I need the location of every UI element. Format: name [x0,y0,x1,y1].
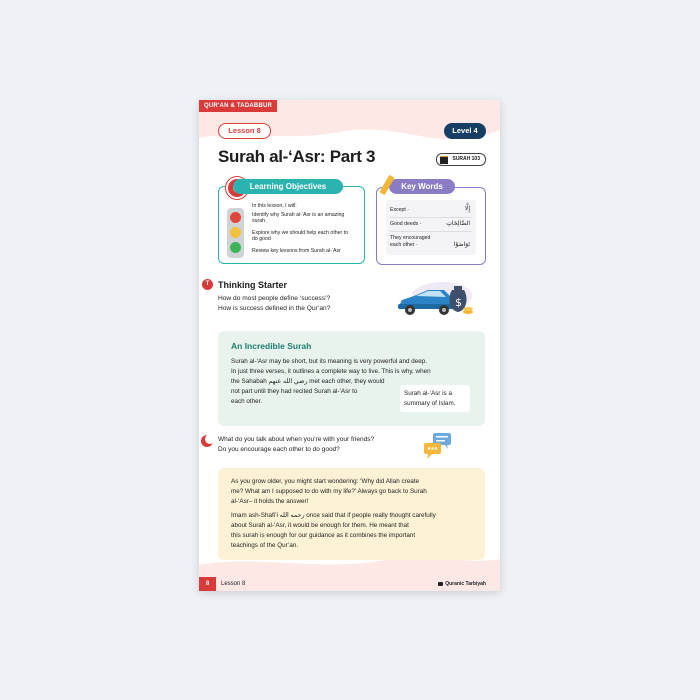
footer-brand [438,581,486,587]
body-line: not part until they had recited Surah al-‘Asr to [231,388,358,395]
thinking-question: How is success defined in the Qur’an? [218,305,331,312]
car-money-illustration [394,276,474,318]
worksheet-page [199,100,500,591]
green-light [230,242,241,253]
discussion-question: Do you encourage each other to do good? [218,446,340,453]
surah-badge [436,153,486,166]
discussion-icon [201,435,213,447]
keyword-arabic: إِلَّا [464,205,470,212]
summary-line: summary of Islam. [404,400,456,407]
key-words-list [386,200,476,255]
keyword-english: They encouraged each other · [390,235,431,248]
reflection-line: about Surah al-‘Asr, it would be enough for them. He meant that [231,522,409,529]
page-number: 8 [199,577,216,591]
incredible-surah-title: An Incredible Surah [231,341,312,351]
objective-item: Identify why Surah al-‘Asr is an amazing surah [252,212,345,225]
divider [390,231,472,232]
summary-line: Surah al-‘Asr is a [404,390,452,397]
body-line: each other. [231,398,263,405]
keyword-arabic: الصَّالِحَاتِ [446,220,470,227]
body-line: the Sahabah رضي الله عنهم met each other, they would [231,378,385,385]
reflection-line: me? What am I supposed to do with my life?’ Always go back to Surah [231,488,427,495]
discussion-question: What do you talk about when you’re with your friends? [218,436,375,443]
lesson-pill: Lesson 8 [218,123,271,139]
reflection-line: this surah is enough for our guidance as it combines the important [231,532,416,539]
page-title: Surah al-‘Asr: Part 3 [218,147,376,166]
keyword-arabic: تَوَاصَوْا [453,241,470,248]
traffic-light-icon [227,208,244,258]
section-tag: QUR'AN & TADABBUR [199,100,277,112]
red-light [230,212,241,223]
divider [390,217,472,218]
learning-objectives-title: Learning Objectives [233,179,343,194]
keyword-english: Good deeds · [390,221,422,227]
objective-item: Review key lessons from Surah al-‘Asr [252,248,341,254]
reflection-line: teachings of the Qur’an. [231,542,299,549]
objective-item: Explore why we should help each other to do good [252,230,349,243]
svg-text:$: $ [455,296,462,309]
key-words-title: Key Words [389,179,455,194]
thinking-question: How do most people define ‘success’? [218,295,331,302]
level-pill: Level 4 [444,123,486,139]
kaaba-icon [440,156,448,164]
reflection-line: Imam ash-Shafi’i رحمه الله once said that if people really thought carefully [231,512,436,519]
objectives-intro: In this lesson, I will: [252,203,297,209]
brand-logo-icon [438,582,443,586]
reflection-line: As you grow older, you might start wondering: ‘Why did Allah create [231,478,419,485]
surah-badge-label: SURAH 103 [452,156,480,162]
brand-name: Quranic Tarbiyah [445,581,486,587]
chat-bubbles-icon [423,432,453,460]
thinking-starter-icon: T [202,279,213,290]
body-line: Surah al-‘Asr may be short, but its meaning is very powerful and deep. [231,358,427,365]
body-line: In just three verses, it outlines a complete way to live. This is why, when [231,368,431,375]
amber-light [230,227,241,238]
footer-lesson: Lesson 8 [221,581,246,587]
thinking-starter-title: Thinking Starter [218,280,288,290]
reflection-line: al-‘Asr– it holds the answer! [231,498,309,505]
keyword-english: Except · [390,207,410,213]
